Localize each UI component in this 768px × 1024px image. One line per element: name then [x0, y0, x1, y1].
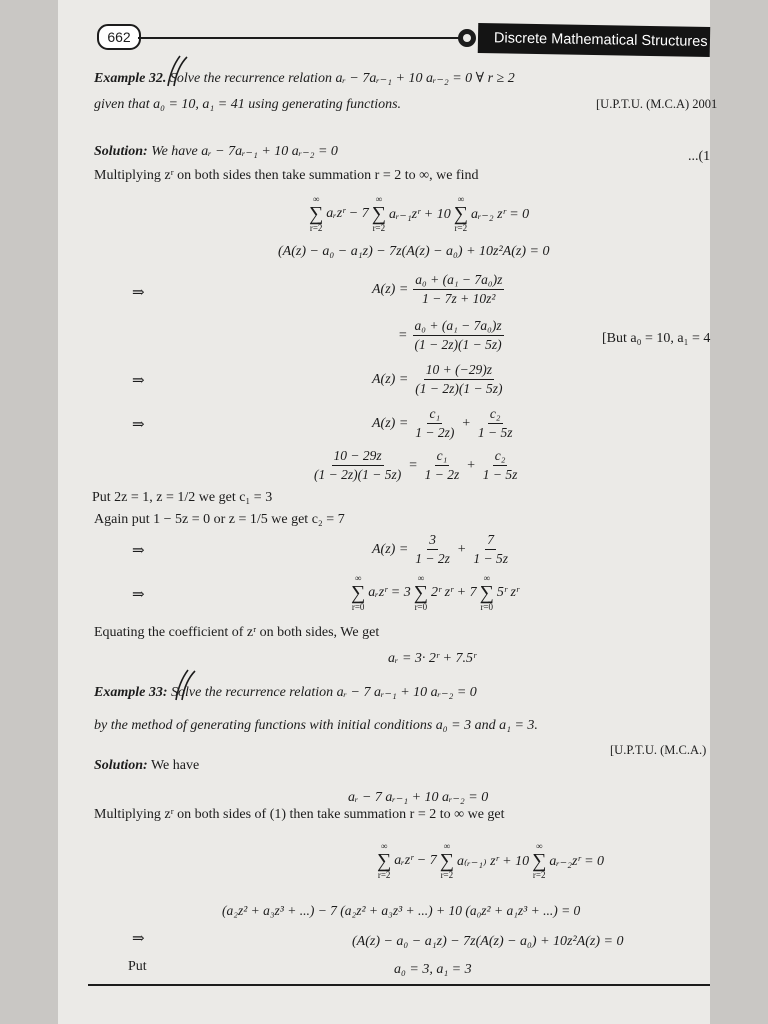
final-result-32: aᵣ = 3· 2ʳ + 7.5ʳ	[388, 651, 477, 666]
put-label: Put	[128, 959, 147, 974]
partial-fraction-form: A(z) = $\frac{\text{c₁}}{1 - 2z)}$ + $\frac{\text{c₂}}{1 - 5z}$	[372, 406, 513, 440]
but-note: [But a₀ = 10, a₁ = 4	[602, 331, 711, 346]
implies-arrow-4: ⇒	[132, 543, 145, 559]
example-32-given: given that a₀ = 10, a₁ = 41 using generating functions.	[94, 97, 402, 112]
implies-arrow-2: ⇒	[132, 373, 145, 389]
pen-tick-mark-icon	[168, 668, 198, 704]
equation-Az-33: (A(z) − a₀ − a₁z) − 7z(A(z) − a₀) + 10z²A(z) = 0	[352, 934, 624, 949]
series-expansion-33: (a₂z² + a₃z³ + ...) − 7 (a₂z² + a₃z³ + ...) + 10 (a₀z² + a₁z³ + ...) = 0	[222, 903, 581, 918]
recurrence-33: aᵣ − 7 aᵣ₋₁ + 10 aᵣ₋₂ = 0	[348, 790, 489, 805]
header-rule	[138, 37, 460, 39]
equating-line: Equating the coefficient of zʳ on both sides, We get	[94, 625, 380, 640]
solution-33-label: Solution:	[94, 758, 148, 773]
implies-arrow-6: ⇒	[132, 931, 145, 947]
A-final-form: A(z) = $\frac{3}{1 - 2z}$ + $\frac{7}{1 - 5z}$	[372, 532, 508, 566]
example-33-heading	[94, 684, 477, 701]
solution-33-multiplying: Multiplying zʳ on both sides of (1) then take summation r = 2 to ∞ we get	[94, 807, 505, 822]
example-33-statement: Solve the recurrence relation aᵣ − 7 aᵣ₋₁ + 10 aᵣ₋₂ = 0	[171, 685, 477, 700]
put-line-2: Again put 1 − 5z = 0 or z = 1/5 we get c₂ = 7	[94, 512, 345, 527]
solution-33-line	[94, 758, 199, 774]
sigma-2: ∞ ∑ r=2	[371, 194, 386, 233]
implies-arrow-1: ⇒	[132, 285, 145, 301]
put-values: a₀ = 3, a₁ = 3	[394, 962, 472, 977]
solution-32-multiplying: Multiplying zʳ on both sides then take summation r = 2 to ∞, we find	[94, 168, 479, 183]
A-formula-1: A(z) = $\frac{\text{a₀ + (a₁ − 7a₀)z}}{\text{1 − 7z + 10z²}}$	[372, 272, 503, 306]
summation-equation-33: ∞ ∑ r=2 aᵣzʳ − 7 ∞ ∑ r=2 a₍ᵣ₋₁₎ zʳ + 10 ∞ ∑ r=2 aᵣ₋₂zʳ = 0	[377, 841, 605, 880]
footer-rule	[88, 984, 710, 986]
solution-32-we-have: We have aᵣ − 7aᵣ₋₁ + 10 aᵣ₋₂ = 0	[151, 144, 338, 159]
summation-equation-32: ∞ ∑ r=2 aᵣzʳ − 7 ∞ ∑ r=2 aᵣ₋₁zʳ + 10 ∞ ∑ r=2 aᵣ₋₂ zʳ = 0	[309, 194, 530, 233]
sigma-1: ∞ ∑ r=2	[309, 194, 324, 233]
example-32-heading	[94, 70, 515, 87]
example-32-source: [U.P.T.U. (M.C.A) 2001	[596, 97, 718, 111]
partial-fraction-equation: $\frac{10 - 29z}{(1 - 2z)(1 - 5z)}$ = $\frac{\text{c₁}}{1 - 2z}$ + $\frac{\text{c₂}}{1 - 5z}$	[314, 448, 518, 482]
implies-arrow-3: ⇒	[132, 417, 145, 433]
solution-33-we-have: We have	[150, 758, 200, 773]
running-header-title: Discrete Mathematical Structures	[478, 23, 710, 57]
implies-arrow-5: ⇒	[132, 587, 145, 603]
pen-tick-mark-icon	[160, 54, 190, 90]
example-33-source: [U.P.T.U. (M.C.A.)	[610, 743, 707, 757]
solution-32-line	[94, 143, 338, 160]
header-circle-icon	[458, 29, 476, 47]
equation-Az-32: (A(z) − a₀ − a₁z) − 7z(A(z) − a₀) + 10z²A(z) = 0	[278, 244, 550, 259]
example-32-statement: Solve the recurrence relation aᵣ − 7aᵣ₋₁ + 10 aᵣ₋₂ = 0 ∀ r ≥ 2	[169, 71, 515, 86]
equation-tag-1: ...(1	[688, 149, 711, 164]
example-32-label: Example 32.	[94, 71, 167, 86]
put-line-1: Put 2z = 1, z = 1/2 we get c₁ = 3	[92, 490, 273, 505]
example-33-label: Example 33:	[94, 685, 168, 700]
page-number: 662	[97, 24, 141, 50]
example-33-conditions: by the method of generating functions with initial conditions a₀ = 3 and a₁ = 3.	[94, 718, 538, 733]
A-formula-substituted: A(z) = $\frac{10 + (-29)z}{(1 - 2z)(1 - 5z)}$	[372, 362, 503, 396]
A-formula-factored: = $\frac{\text{a₀ + (a₁ − 7a₀)z}}{(1 - 2z)(1 - 5z)}$	[398, 318, 502, 352]
solution-32-label: Solution:	[94, 144, 148, 159]
series-expansion: ∞ ∑ r=0 aᵣzʳ = 3 ∞ ∑ r=0 2ʳ zʳ + 7 ∞ ∑ r=0 5ʳ zʳ	[351, 573, 520, 612]
sigma-3: ∞ ∑ r=2	[453, 194, 468, 233]
